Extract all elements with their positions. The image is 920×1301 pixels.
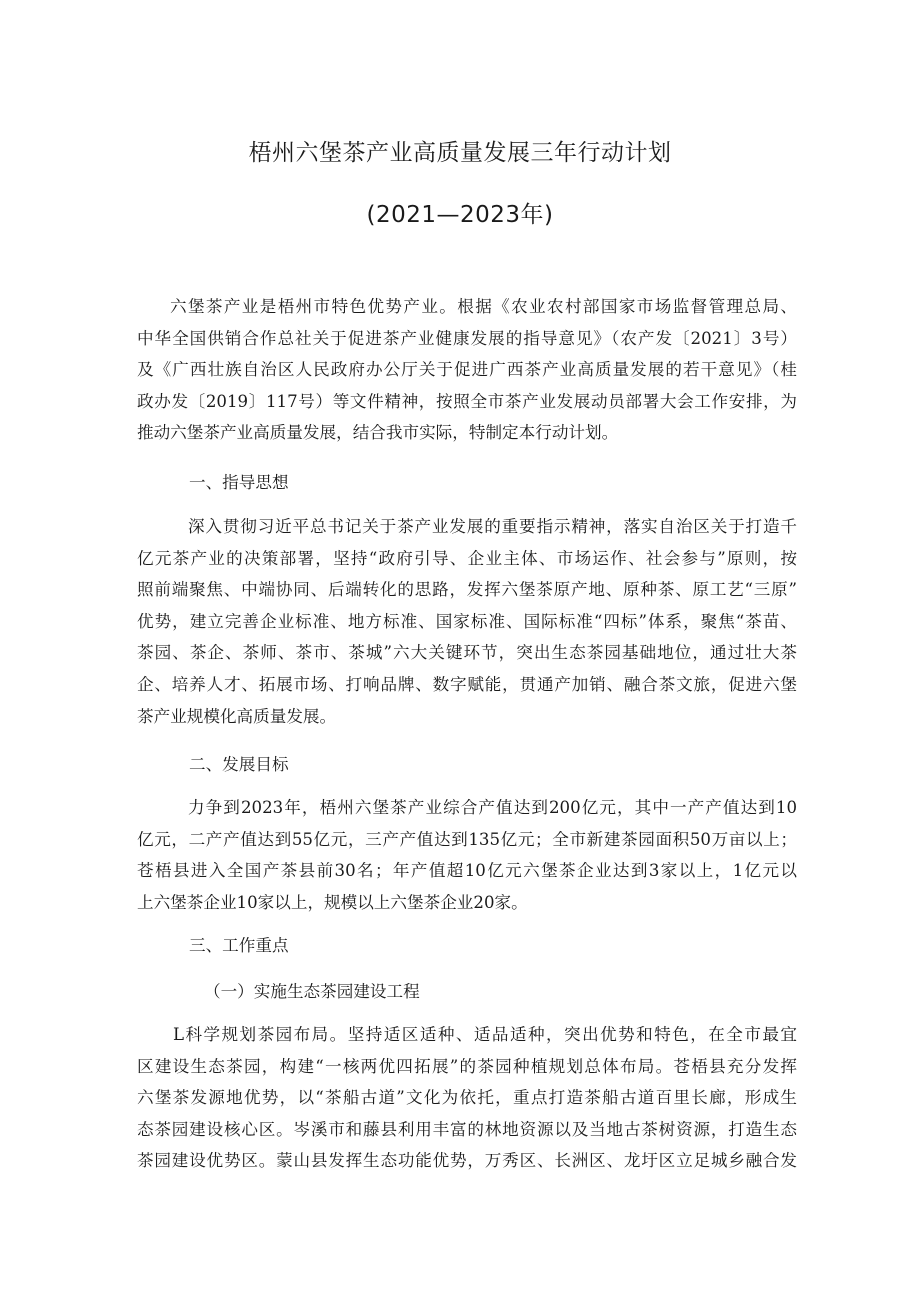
text-line: 区建设生态茶园，构建“一核两优四拓展”的茶园种植规划总体布局。苍梧县充分发挥 bbox=[137, 1056, 797, 1076]
section-paragraph bbox=[137, 511, 797, 732]
text-line: 苍梧县进入全国产茶县前30名；年产值超10亿元六堡茶企业达到3家以上，1亿元以 bbox=[137, 861, 797, 881]
section-paragraph bbox=[137, 1019, 797, 1177]
text-line: 茶园建设优势区。蒙山县发挥生态功能优势，万秀区、长洲区、龙圩区立足城乡融合发 bbox=[137, 1151, 797, 1171]
section-heading: 一、指导思想 bbox=[189, 473, 289, 492]
section-heading: 二、发展目标 bbox=[189, 755, 289, 774]
text-line: 力争到2023年，梧州六堡茶产业综合产值达到200亿元，其中一产产值达到10 bbox=[188, 798, 797, 817]
text-line: 中华全国供销合作总社关于促进茶产业健康发展的指导意见》（农产发〔2021〕3号） bbox=[137, 328, 797, 348]
text-line: L科学规划茶园布局。坚持适区适种、适品适种，突出优势和特色，在全市最宜 bbox=[173, 1025, 797, 1044]
text-line: 亿元茶产业的决策部署，坚持“政府引导、企业主体、市场运作、社会参与”原则，按 bbox=[137, 548, 797, 568]
text-line: 亿元，二产产值达到55亿元，三产产值达到135亿元；全市新建茶园面积50万亩以上； bbox=[137, 829, 797, 849]
text-line: 六堡茶发源地优势，以“茶船古道”文化为依托，重点打造茶船古道百里长廊，形成生 bbox=[137, 1088, 797, 1108]
text-line: 六堡茶产业是梧州市特色优势产业。根据《农业农村部国家市场监督管理总局、 bbox=[170, 297, 797, 316]
text-line: 深入贯彻习近平总书记关于茶产业发展的重要指示精神，落实自治区关于打造千 bbox=[188, 517, 797, 536]
subsection-heading: （一）实施生态茶园建设工程 bbox=[204, 982, 420, 1001]
section-paragraph bbox=[137, 792, 797, 918]
intro-paragraph bbox=[137, 291, 797, 449]
text-line: 茶园、茶企、茶师、茶市、茶城”六大关键环节，突出生态茶园基础地位，通过壮大茶 bbox=[137, 643, 797, 663]
text-line: 上六堡茶企业10家以上，规模以上六堡茶企业20家。 bbox=[137, 892, 528, 912]
text-line: 企、培养人才、拓展市场、打响品牌、数字赋能，贯通产加销、融合茶文旅，促进六堡 bbox=[137, 674, 797, 694]
section-heading: 三、工作重点 bbox=[189, 936, 289, 955]
document-title: 梧州六堡茶产业高质量发展三年行动计划 bbox=[248, 140, 672, 166]
text-line: 茶产业规模化高质量发展。 bbox=[137, 706, 337, 726]
document-subtitle: (2021—2023年) bbox=[366, 202, 554, 228]
text-line: 照前端聚焦、中端协同、后端转化的思路，发挥六堡茶原产地、原种茶、原工艺“三原” bbox=[137, 580, 797, 600]
text-line: 态茶园建设核心区。岑溪市和藤县利用丰富的林地资源以及当地古茶树资源，打造生态 bbox=[137, 1119, 797, 1139]
text-line: 优势，建立完善企业标准、地方标准、国家标准、国际标准“四标”体系，聚焦“茶苗、 bbox=[137, 611, 797, 631]
text-line: 及《广西壮族自治区人民政府办公厅关于促进广西茶产业高质量发展的若干意见》（桂 bbox=[137, 360, 797, 380]
text-line: 推动六堡茶产业高质量发展，结合我市实际，特制定本行动计划。 bbox=[137, 423, 619, 443]
text-line: 政办发〔2019〕117号）等文件精神，按照全市茶产业发展动员部署大会工作安排，为 bbox=[137, 391, 797, 411]
